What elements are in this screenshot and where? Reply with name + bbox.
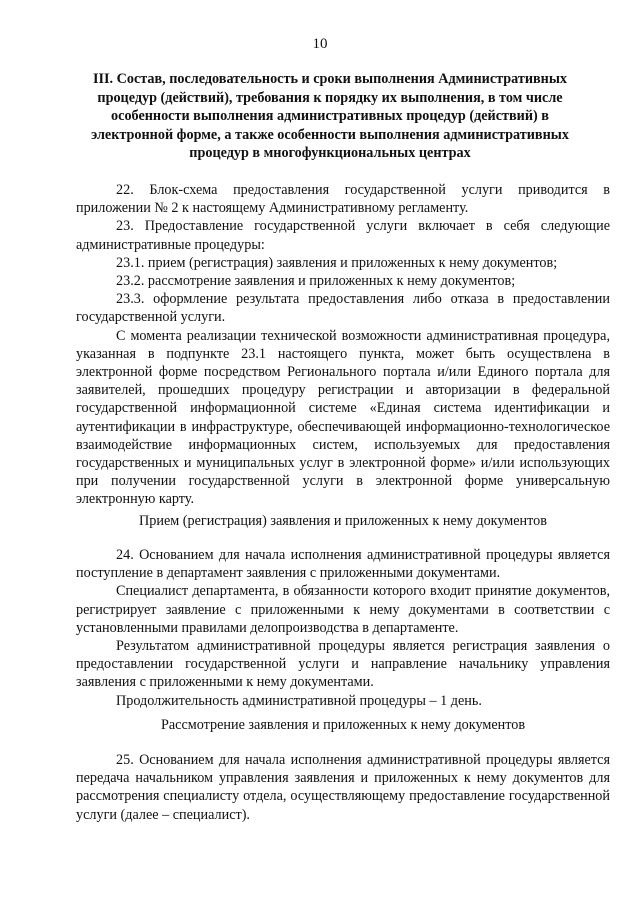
paragraph-24: 24. Основанием для начала исполнения административной процедуры является поступление в департамент заявления с приложенными документами.: [76, 547, 610, 582]
paragraph-electronic-form: С момента реализации технической возможности административная процедура, указанная в подпункте 23.1 настоящего пункта, может быть осуществлена в электронной форме посредством Регионального портала и/или Единого портала для заявителей, прошедших процедуру регистрации и авторизации в федеральной государственной информационной системе «Единая система идентификации и аутентификации в инфраструктуре, обеспечивающей информационно-технологическое взаимодействие информационных систем, используемых для предоставления государственных и муниципальных услуг в электронной форме» и/или использующих при получении государственной услуги в электронной форме универсальную электронную карту.: [76, 327, 610, 508]
paragraph-result: Результатом административной процедуры является регистрация заявления о предоставлении государственной услуги и направление начальнику управления заявления с приложенными к нему документами.: [76, 638, 610, 691]
paragraph-23-1: 23.1. прием (регистрация) заявления и приложенных к нему документов;: [116, 254, 558, 271]
paragraph-23-3: 23.3. оформление результата предоставления либо отказа в предоставлении государственной услуги.: [76, 291, 610, 326]
intro-paragraphs: [76, 181, 610, 509]
page-number: 10: [312, 36, 328, 52]
paragraph-22: 22. Блок-схема предоставления государственной услуги приводится в приложении № 2 к настоящему Административному регламенту.: [76, 182, 610, 217]
paragraph-23: 23. Предоставление государственной услуги включает в себя следующие административные процедуры:: [76, 218, 610, 253]
paragraph-duration: Продолжительность административной процедуры – 1 день.: [116, 692, 482, 709]
paragraph-specialist: Специалист департамента, в обязанности которого входит принятие документов, регистрирует заявление с приложенными к нему документами в соответствии с установленными правилами делопроизводства в департаменте.: [76, 583, 610, 636]
subheading-review: Рассмотрение заявления и приложенных к нему документов: [160, 717, 526, 733]
section-title: III. Состав, последовательность и сроки выполнения Административных процедур (действий), требования к порядку их выполнения, в том числе особенности выполнения административных процедур (действий) в электронной форме, а также особенности выполнения административных процедур в многофункциональных центрах: [91, 71, 569, 162]
paragraph-25: 25. Основанием для начала исполнения административной процедуры является передача начальником управления заявления и приложенных к нему документов для рассмотрения специалисту отдела, осуществляющему предоставление государственной услуги (далее – специалист).: [76, 752, 610, 823]
review-paragraphs: [76, 751, 610, 824]
reception-paragraphs: [76, 546, 610, 710]
paragraph-23-2: 23.2. рассмотрение заявления и приложенных к нему документов;: [116, 273, 516, 290]
subheading-reception: Прием (регистрация) заявления и приложенных к нему документов: [139, 513, 547, 529]
